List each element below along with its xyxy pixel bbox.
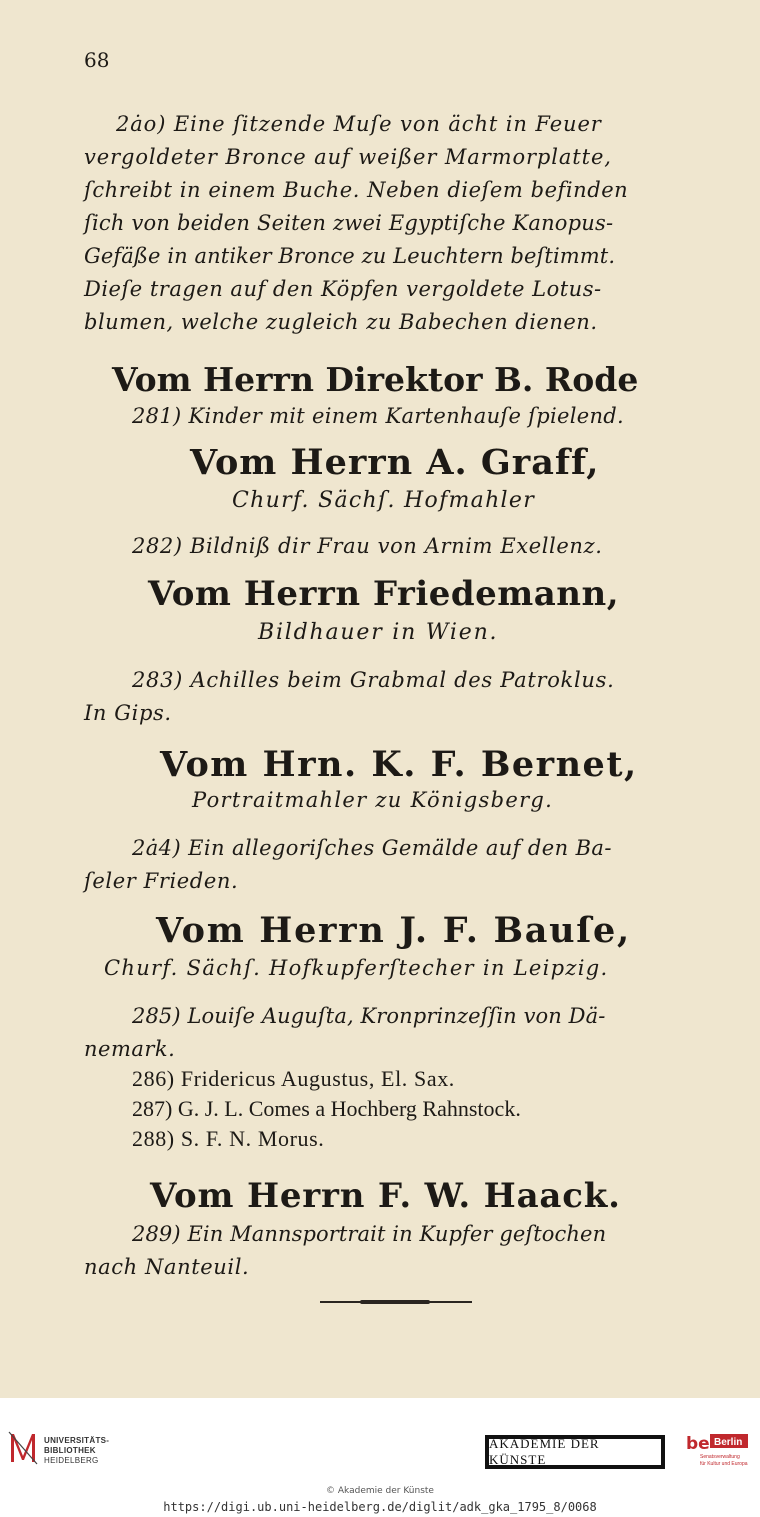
entry-line: 281) Kinder mit einem Kartenhauſe ſpielend. — [132, 404, 625, 428]
entry-line: 287) G. J. L. Comes a Hochberg Rahnstock. — [132, 1096, 521, 1121]
text-line: ſchreibt in einem Buche. Neben dieſem befinden — [84, 178, 629, 202]
entry-line: 285) Louiſe Auguſta, Kronprinzeſſin von Dä- — [132, 1004, 606, 1028]
text-line: vergoldeter Bronce auf weißer Marmorplatte, — [84, 145, 612, 169]
ub-label: BIBLIOTHEK — [44, 1446, 96, 1455]
entry-line: 283) Achilles beim Grabmal des Patroklus. — [132, 668, 615, 692]
donor-heading: Vom Herrn A. Graff, — [190, 442, 600, 483]
entry-line: 286) Fridericus Augustus, El. Sax. — [132, 1066, 455, 1091]
berlin-mark: Berlin — [714, 1437, 743, 1448]
donor-heading: Vom Herrn F. W. Haack. — [150, 1176, 621, 1216]
text-line: blumen, welche zugleich zu Babechen dienen. — [84, 310, 598, 334]
donor-title: Bildhauer in Wien. — [258, 620, 499, 645]
page-number: 68 — [84, 48, 110, 72]
adk-logo — [485, 1435, 665, 1469]
ub-label: HEIDELBERG — [44, 1456, 99, 1465]
donor-title: Churf. Sächſ. Hofkupferſtecher in Leipzig. — [104, 956, 609, 980]
text-line: Gefäße in antiker Bronce zu Leuchtern beſtimmt. — [84, 244, 616, 268]
entry-line: ſeler Frieden. — [84, 869, 239, 893]
entry-line: In Gips. — [84, 701, 172, 725]
donor-heading: Vom Herrn Friedemann, — [148, 574, 620, 614]
ub-label: UNIVERSITÄTS- — [44, 1436, 110, 1445]
entry-line: 2ȧ4) Ein allegoriſches Gemälde auf den Ba- — [132, 836, 612, 860]
donor-title: Churf. Sächſ. Hofmahler — [232, 488, 536, 513]
entry-line: 282) Bildniß dir Frau von Arnim Exellenz. — [132, 534, 603, 558]
text-line: Dieſe tragen auf den Köpfen vergoldete Lotus- — [84, 277, 602, 301]
donor-heading: Vom Herrn Direktor B. Rode — [112, 360, 639, 399]
entry-line: nach Nanteuil. — [84, 1255, 250, 1279]
adk-label: AKADEMIE DER KÜNSTE — [489, 1439, 661, 1465]
be-subtitle: für Kultur und Europa — [700, 1461, 748, 1467]
be-mark: be — [686, 1434, 710, 1454]
source-url[interactable]: https://digi.ub.uni-heidelberg.de/diglit/adk_gka_1795_8/0068 — [163, 1500, 597, 1514]
entry-line: 289) Ein Mannsportrait in Kupfer geſtochen — [132, 1222, 607, 1246]
university-library-logo-icon — [8, 1430, 38, 1466]
donor-heading: Vom Hrn. K. F. Bernet, — [160, 744, 638, 785]
donor-heading: Vom Herrn J. F. Bauſe, — [156, 910, 631, 951]
be-subtitle: Senatsverwaltung — [700, 1454, 740, 1460]
text-line: ſich von beiden Seiten zwei Egyptiſche Kanopus- — [84, 211, 614, 235]
end-rule — [320, 1301, 472, 1303]
copyright-text: © Akademie der Künste — [326, 1486, 434, 1496]
entry-line: nemark. — [84, 1037, 176, 1061]
text-line: 2ȧo) Eine ſitzende Muſe von ächt in Feuer — [116, 112, 602, 136]
entry-line: 288) S. F. N. Morus. — [132, 1126, 325, 1151]
donor-title: Portraitmahler zu Königsberg. — [192, 788, 554, 812]
